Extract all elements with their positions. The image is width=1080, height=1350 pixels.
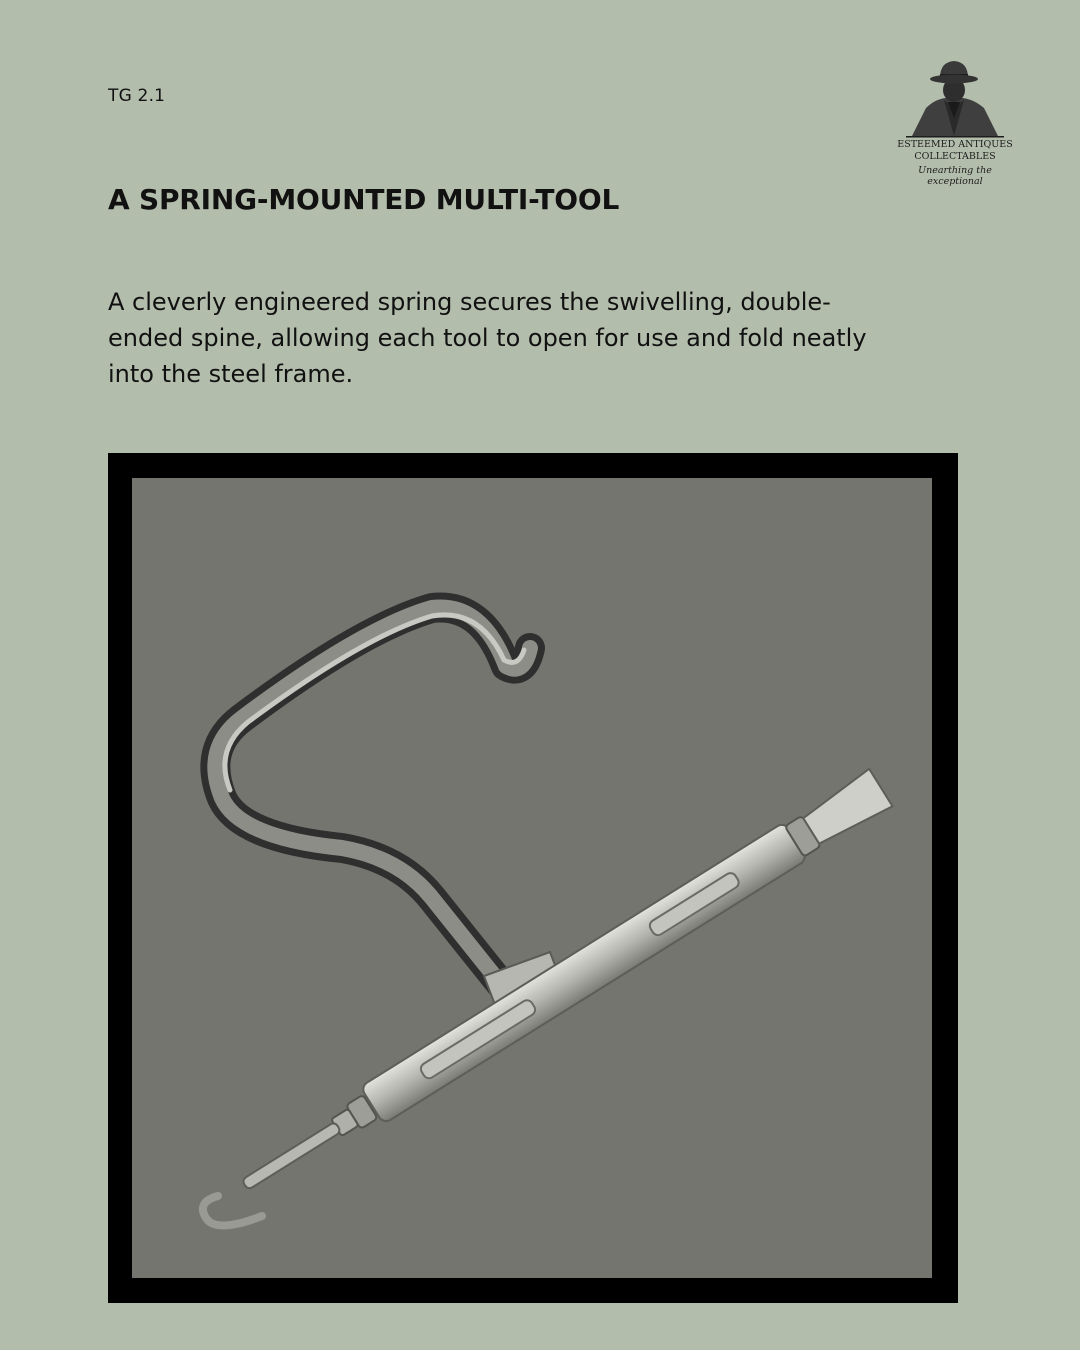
brand-logo xyxy=(890,52,1020,187)
page-code: TG 2.1 xyxy=(108,86,166,106)
page-description: A cleverly engineered spring secures the swivelling, double-ended spine, allowing each tool to open for use and fold neatly into the steel frame. xyxy=(108,288,867,388)
detective-icon xyxy=(904,52,1006,138)
photo-frame xyxy=(108,453,958,1303)
logo-name: ESTEEMED ANTIQUES COLLECTABLES xyxy=(897,139,1013,162)
multi-tool-icon xyxy=(132,478,932,1278)
page-title: A SPRING-MOUNTED MULTI-TOOL xyxy=(108,183,620,216)
logo-tagline: Unearthing the exceptional xyxy=(918,165,992,187)
product-photo xyxy=(132,478,932,1278)
